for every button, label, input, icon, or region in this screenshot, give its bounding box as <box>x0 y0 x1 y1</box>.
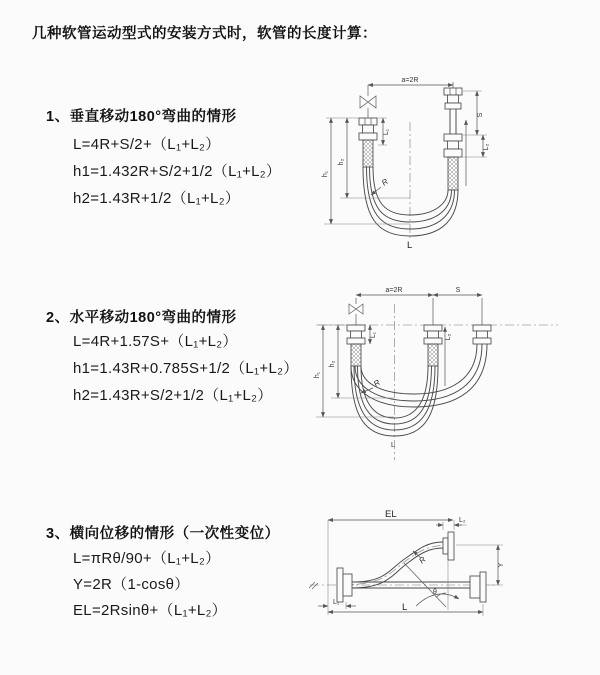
diagram-horizontal-180-bend <box>310 280 600 470</box>
radius-label: R <box>371 377 382 389</box>
dim-label-a2r: a=2R <box>385 287 403 294</box>
dim-label-l1: L₁ <box>383 128 390 136</box>
right-flange <box>480 572 486 602</box>
dim-label-theta: θ <box>433 589 437 596</box>
braided-hose-section <box>351 344 361 366</box>
formula-line: EL=2Rsinθ+（L₁+L₂） <box>73 602 227 619</box>
dim-label-l: L <box>402 602 408 613</box>
length-label: L <box>391 442 395 449</box>
diagram-lateral-displacement <box>300 500 600 640</box>
dim-label-l1: L₁ <box>333 599 340 606</box>
right-fitting <box>473 325 491 344</box>
formula-line: Y=2R（1-cosθ） <box>73 576 190 593</box>
hose-s-curve <box>352 542 443 588</box>
middle-fitting <box>424 325 442 366</box>
braided-hose-section <box>448 157 458 190</box>
dim-label-h2: h₂ <box>329 360 336 368</box>
valve-icon <box>360 96 376 108</box>
dim-label-y: Y <box>498 562 505 568</box>
formula-line: L=4R+1.57S+（L₁+L₂） <box>73 333 238 350</box>
dim-label-el: EL <box>385 509 397 520</box>
hose-u-bend <box>363 167 458 236</box>
left-fitting <box>359 118 377 167</box>
radius-label: R <box>417 554 428 566</box>
section3-heading: 3、横向位移的情形（一次性变位） <box>46 526 280 542</box>
radius-label: R <box>379 176 390 188</box>
left-fitting <box>347 325 365 366</box>
dim-label-s: S <box>477 112 484 118</box>
dim-label-l2: L₂ <box>445 333 452 341</box>
hose-u-bend-moved <box>351 344 487 407</box>
braided-hose-section <box>428 344 438 366</box>
formula-line: h2=1.43R+S/2+1/2（L₁+L₂） <box>73 387 273 404</box>
dim-label-l2: L₂ <box>483 143 490 151</box>
break-mark <box>309 582 318 589</box>
braided-hose-section <box>363 140 373 167</box>
section1-heading: 1、垂直移动180°弯曲的情形 <box>46 109 237 125</box>
section2-heading: 2、水平移动180°弯曲的情形 <box>46 310 237 326</box>
length-label: L <box>407 240 413 251</box>
formula-line: h2=1.43R+1/2（L₁+L₂） <box>73 190 241 207</box>
dim-label-a2r: a=2R <box>401 77 419 84</box>
left-flange <box>337 568 352 602</box>
section2-formulas <box>73 328 299 409</box>
section3-formulas <box>73 546 227 624</box>
formula-line: h1=1.43R+0.785S+1/2（L₁+L₂） <box>73 360 299 377</box>
dim-label-h1: h₁ <box>322 170 329 178</box>
right-fitting <box>444 88 462 190</box>
page-title: 几种软管运动型式的安装方式时，软管的长度计算： <box>32 26 377 42</box>
upper-flange <box>443 532 454 560</box>
formula-line: h1=1.432R+S/2+1/2（L₁+L₂） <box>73 163 282 180</box>
diagram-vertical-180-bend <box>310 70 600 262</box>
valve-icon <box>349 304 363 314</box>
pipe-original-position <box>352 572 486 602</box>
dim-label-l2: L₂ <box>459 517 466 524</box>
formula-line: L=πRθ/90+（L₁+L₂） <box>73 550 221 567</box>
formula-line: L=4R+S/2+（L₁+L₂） <box>73 136 221 153</box>
dim-label-h1: h₁ <box>314 371 321 379</box>
dim-label-h2: h₂ <box>338 158 345 166</box>
dim-label-s: S <box>455 287 461 294</box>
section1-formulas <box>73 131 281 212</box>
dim-label-l1: L₁ <box>370 331 377 339</box>
